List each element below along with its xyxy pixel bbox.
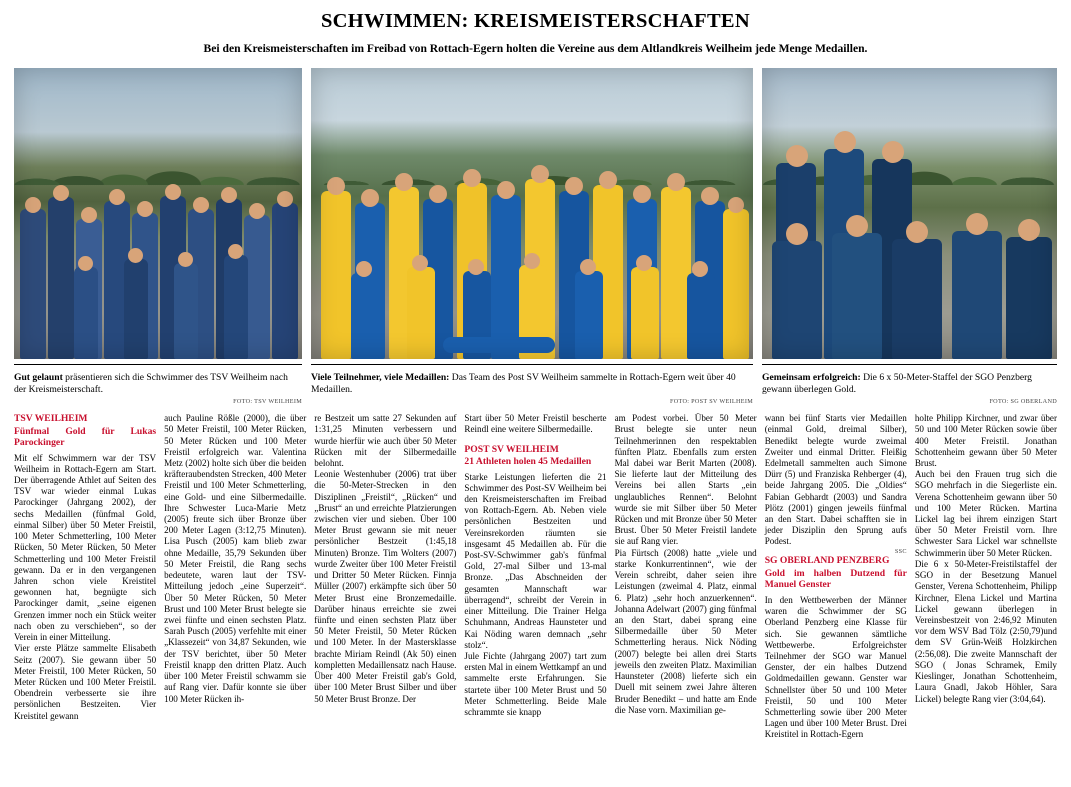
page-title: SCHWIMMEN: KREISMEISTERSCHAFTEN — [320, 10, 751, 32]
section-subtitle-sgo: Gold im halben Dutzend für Manuel Genster — [764, 567, 907, 591]
text-column-7 — [915, 413, 1057, 741]
photo-credit-2: FOTO: POST SV WEILHEIM — [670, 398, 753, 406]
paragraph: Pia Fürtsch (2008) hatte „viele und starke Konkurrentinnen“, wie der Verein schreibt, daher seien ihre Leistungen (zweimal 4. Platz, einmal 6. Platz) „sehr hoch anzuerkennen“. Johanna Adelwart (2007) ging fünfmal an den Start, dabei sprang eine Silbermedaille über 50 Meter Schmetterling heraus. Nick Nöding (2007) belegte bei allen drei Starts jeweils den zweiten Platz. Maximilian Haunsteter (2008) lieferte sich ein Duell mit seinem zwei Jahre älteren Bruder Benedikt – und hatte am Ende die Nase vorn. Maximilian ge- — [614, 547, 757, 715]
text-column-4 — [464, 413, 606, 741]
photo-column-1 — [14, 68, 302, 405]
paragraph: wann bei fünf Starts vier Medaillen (einmal Gold, dreimal Silber), Benedikt belegte wurde zweimal Zweiter und einmal Dritter. Fleißig Edelmetall sammelten auch Simone Dürr (5) und Franziska Rehberger (4), beide Jahrgang 2005. Die „Oldies“ Fabian Gebhardt (2003) und Sandra Plötz (2001) gingen jeweils fünfmal an den Start. Dabei schafften sie in jeder Disziplin den Sprung aufs Podest. — [764, 413, 907, 547]
vignette-decor — [311, 68, 753, 359]
paragraph: Starke Leistungen lieferten die 21 Schwimmer des Post-SV Weilheim bei den Kreismeisterschaften im Freibad von Rottach-Egern. Ab. Neben viele persönlichen Bestzeiten und Vereinsrekorden räumten sie insgesamt 45 Medaillen ab. Für die Post-SV-Schwimmer gab's fünfmal Gold, 27-mal Silber und 13-mal Bronze. „Das Abschneiden der gesamten Mannschaft war überragend“, schreibt der Verein in einer Mitteilung. Die Trainer Helga Schuhmann, Andreas Haunsteter und Kai Nöding waren demnach „sehr stolz“. — [464, 471, 607, 650]
photo-caption-2 — [311, 372, 753, 396]
text-column-2 — [164, 413, 306, 741]
caption-rule — [14, 364, 302, 365]
text-column-3 — [314, 413, 456, 741]
section-subtitle-tsv: Fünfmal Gold für Lukas Parockinger — [14, 425, 157, 449]
paragraph: re Bestzeit um satte 27 Sekunden auf 1:31,25 Minuten verbessern und wurde hierfür wie auch über 50 Meter Rücken mit der Silbermedaille belohnt. — [314, 413, 457, 468]
paragraph: auch Pauline Rößle (2000), die über 50 Meter Freistil, 100 Meter Rücken, 50 Meter Rücken und 100 Meter Freistil erfolgreich war. Valentina Metz (2002) holte sich über die beiden kräfteraubendsten Strecken, 400 Meter Freistil und 100 Meter Schmetterling, eine Gold- und eine Silbermedaille. Ihre Schwester Luca-Marie Metz (2005) freute sich über Bronze über 200 Meter Lagen (3:12,75 Minuten). Lisa Pusch (2005) kam blieb zwar ohne Medaille, 35,79 Sekunden über 50 Meter Freistil, die Rang sechs bedeutete, waren laut der TSV-Mitteilung jedoch „eine Superzeit“. Über 50 Meter Rücken, 50 Meter Brust und 100 Meter Brust belegte sie zwei fünfte und einen sechsten Platz. Sarah Pusch (2005) verfehlte mit einer „Klassezeit“ von 34,87 Sekunden, wie der TSV berichtet, über 50 Meter Freistil knapp den dritten Platz. Auch über 100 Meter Freistil schwamm sie auf Rang vier. Dafür konnte sie über 100 Meter Rücken ih- — [164, 413, 307, 704]
spacer — [464, 436, 606, 444]
photo-column-3 — [762, 68, 1057, 405]
photo-caption-3 — [762, 372, 1057, 396]
caption-lead: Gemeinsam erfolgreich: — [762, 372, 861, 384]
paragraph: Start über 50 Meter Freistil bescherte Reindl eine weitere Silbermedaille. — [464, 413, 607, 435]
caption-text: präsentieren sich die Schwimmer des TSV Weilheim nach der Kreismeisterschaft. — [14, 372, 288, 396]
paragraph: holte Philipp Kirchner, und zwar über 50 und 100 Meter Rücken sowie über 400 Meter Freistil. Jonathan Schottenheim gewann über 50 Meter Brust. — [914, 413, 1057, 468]
section-title-tsv: TSV WEILHEIM — [14, 413, 88, 425]
photo-caption-1 — [14, 372, 302, 396]
text-column-5 — [615, 413, 757, 741]
vignette-decor — [14, 68, 302, 359]
paragraph: In den Wettbewerben der Männer waren die Schwimmer der SG Oberland Penzberg eine Klasse für sich. Sie gewannen sämtliche Wettbewerbe. Erfolgreichster Teilnehmer der SGO war Manuel Genster, der ein halbes Dutzend Goldmedaillen gewann. Genster war Schnellster über 50 und 100 Meter Freistil, 50 und 100 Meter Schmetterling sowie über 200 Meter Lagen und über 100 Meter Brust. Drei Kreistitel in Rottach-Egern — [764, 594, 907, 740]
caption-rule — [311, 364, 753, 365]
photo-row — [14, 68, 1057, 405]
newspaper-page — [0, 10, 1071, 787]
paragraph: Vier erste Plätze sammelte Elisabeth Seitz (2007). Sie gewann über 50 Meter Freistil, 100 Meter Rücken, 50 Meter Rücken und 100 Meter Freistil. Obendrein verbesserte sie ihre persönlichen Bestzeiten. Vier Kreistitel gewann — [14, 643, 157, 721]
paragraph: Mit elf Schwimmern war der TSV Weilheim in Rottach-Egern am Start. Der überragende Athlet auf Seiten des TSV war wieder einmal Lukas Parockinger (Jahrgang 2002), der sechs Medaillen (fünfmal Gold, einmal Silber) über 50 Meter Freistil, 100 Meter Schmetterling, 100 Meter Rücken, 50 Meter Rücken, 50 Meter Schmetterling und 100 Meter Freistil gewann. Da er in den vergangenen Jahren schon viele Kreistitel gewonnen hat, begnügte sich Parockinger damit, „seine eigenen Grenzen immer noch ein Stück weiter nach oben zu verschieben“, so der Verein in einer Mitteilung. — [14, 452, 157, 643]
article-credit: SSC — [894, 547, 907, 555]
article-columns — [14, 413, 1057, 741]
caption-lead: Gut gelaunt — [14, 372, 63, 384]
section-title-sgo: SG OBERLAND PENZBERG — [764, 555, 890, 567]
photo-post-sv-weilheim — [311, 68, 753, 359]
text-column-6 — [765, 413, 907, 741]
paragraph: Auch bei den Frauen trug sich die SGO mehrfach in die Siegerliste ein. Verena Schottenheim gewann über 50 und 100 Meter Rücken. Martina Lickel lag bei ihrem einzigen Start über 50 Meter Freistil vorn. Ihre Schwester Sara Lickel war schnellste Schwimmerin über 50 Meter Rücken. — [914, 469, 1057, 558]
caption-text: Die 6 x 50-Meter-Staffel der SGO Penzberg gewann überlegen Gold. — [762, 372, 1032, 396]
photo-sgo-penzberg — [762, 68, 1057, 359]
photo-tsv-weilheim — [14, 68, 302, 359]
caption-rule — [762, 364, 1057, 365]
text-column-1 — [14, 413, 156, 741]
paragraph: Jule Fichte (Jahrgang 2007) tart zum ersten Mal in einem Wettkampf an und sammelte erste Erfahrungen. Sie startete über 100 Meter Brust und 50 Meter Schmetterling. Beide Male schrammte sie knapp — [464, 651, 607, 718]
section-subtitle-post-sv: 21 Athleten holen 45 Medaillen — [464, 456, 592, 468]
photo-credit-1: FOTO: TSV WEILHEIM — [233, 398, 302, 406]
caption-lead: Viele Teilnehmer, viele Medaillen: — [311, 372, 450, 384]
paragraph: am Podest vorbei. Über 50 Meter Brust belegte sie unter neun Teilnehmerinnen den respektablen fünften Platz. Ebenfalls zum ersten Mal dabei war Berit Marten (2008). Sie lieferte laut der Mitteilung des Vereins bei allen Starts „ein unglaubliches Rennen“. Belohnt wurde sie mit Silber über 50 Meter Rücken und mit Bronze über 50 Meter Brust. Über 50 Meter Freistil landete sie auf Rang vier. — [614, 413, 757, 547]
paragraph: Die 6 x 50-Meter-Freistilstaffel der SGO in der Besetzung Manuel Genster, Verena Schottenheim, Philipp Kirchner, Elena Lickel und Martina Lickel gewann überlegen in Vereinsbestzeit von 2:46,92 Minuten vor dem WSV Bad Tölz (2:50,79)und dem SV Grün-Weiß Holzkirchen (2:56,08). Die zweite Mannschaft der SGO ( Jonas Schramek, Emily Kieslinger, Jonathan Schottenheim, Laura Gnadl, Jakob Höhler, Sara Lickel) belegte Rang vier (3:04,64). — [914, 558, 1057, 704]
paragraph: Leonie Westenhuber (2006) trat über die 50-Meter-Strecken in den Disziplinen „Freistil“, „Rücken“ und „Brust“ an und erreichte Platzierungen zwischen vier und sieben. Über 100 Meter Brust gewann sie mit neuer persönlicher Bestzeit (1:45,18 Minuten) Bronze. Tim Wolters (2007) wurde Zweiter über 100 Meter Freistil und Dritter 50 Meter Rücken. Finnja Müller (2007) erkämpfte sich über 50 Meter Brust eine Bronzemedaille. Darüber hinaus erreichte sie zwei fünfte und einen sechsten Platz über 50 Meter Freistil, 50 Meter Rücken und 100 Meter. In der Mastersklasse brachte Miriam Reindl (Ak 50) einen kompletten Medaillensatz nach Hause. Über 400 Meter Freistil gab's Gold, über 100 Meter Brust Silber und über 50 Meter Brust Bronze. Der — [314, 469, 457, 704]
photo-credit-3: FOTO: SG OBERLAND — [989, 398, 1057, 406]
page-subtitle: Bei den Kreismeisterschaften im Freibad von Rottach-Egern holten die Vereine aus dem Altlandkreis Weilheim jede Menge Medaillen. — [203, 42, 868, 55]
section-title-post-sv: POST SV WEILHEIM — [464, 443, 559, 455]
caption-text: Das Team des Post SV Weilheim sammelte in Rottach-Egern weit über 40 Medaillen. — [311, 372, 736, 396]
vignette-decor — [762, 68, 1057, 359]
photo-column-2 — [311, 68, 753, 405]
